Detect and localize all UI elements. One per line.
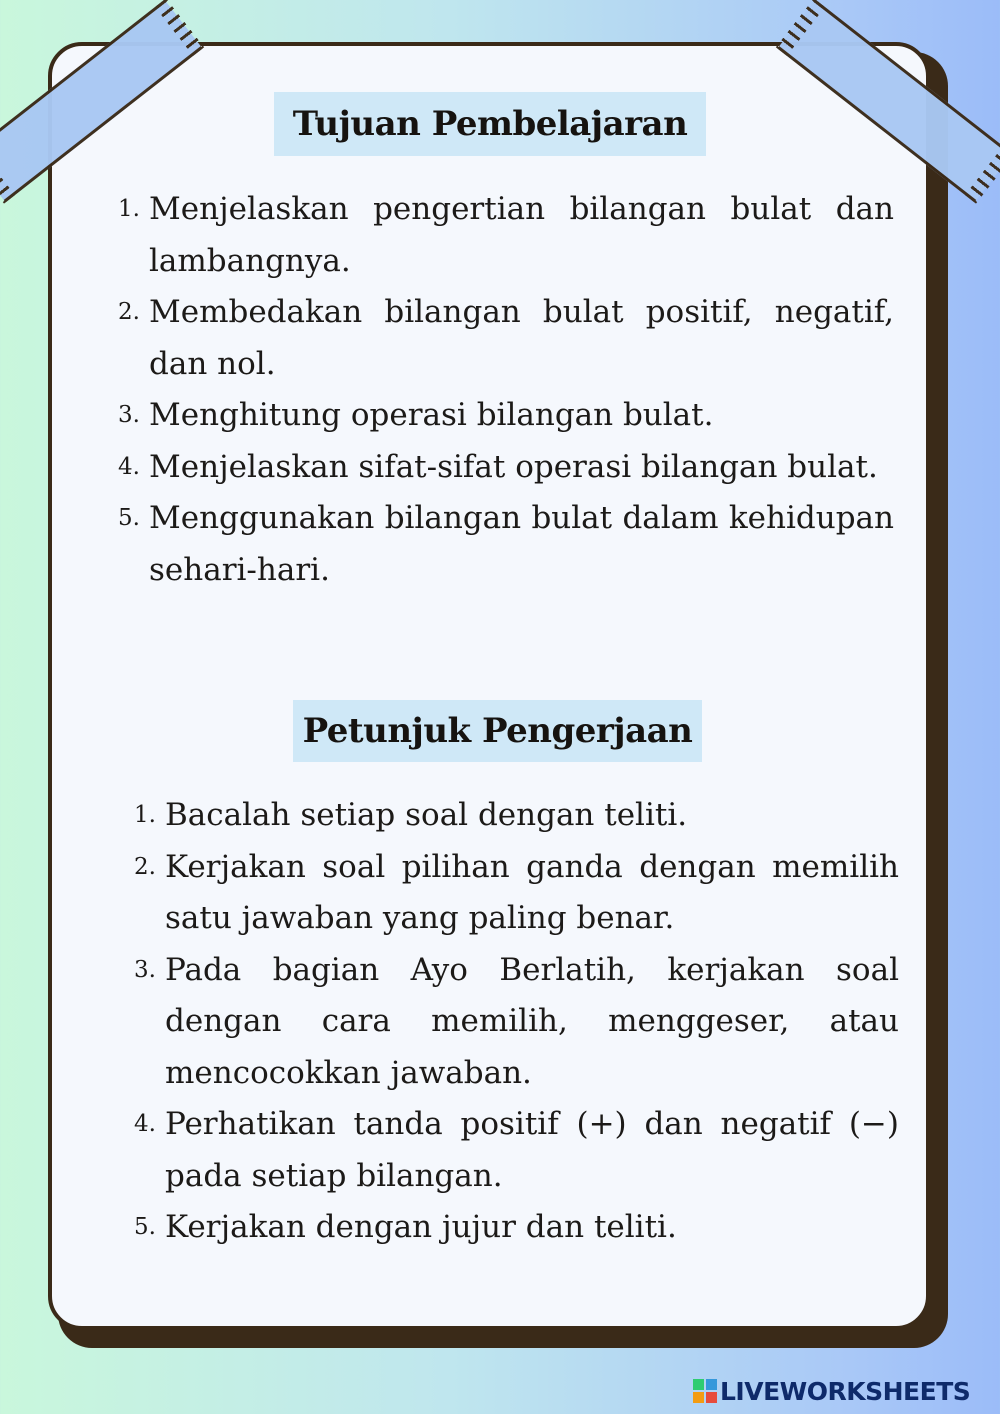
list-item	[134, 790, 899, 842]
list-item	[118, 390, 894, 442]
item-text: Kerjakan dengan jujur dan teliti.	[165, 1209, 677, 1245]
item-text: Menghitung operasi bilangan bulat.	[149, 397, 714, 433]
list-item	[134, 945, 899, 1100]
item-number: 2.	[118, 299, 140, 325]
list-item	[118, 184, 894, 287]
item-number: 3.	[134, 956, 156, 983]
list-item	[134, 1099, 899, 1202]
item-text: Bacalah setiap soal dengan teliti.	[165, 797, 688, 833]
item-text: Membedakan bilangan bulat positif, negatif, dan nol.	[149, 294, 894, 382]
list-item	[118, 493, 894, 596]
item-number: 4.	[134, 1111, 156, 1137]
logo-square-icon	[706, 1379, 717, 1390]
item-number: 3.	[118, 402, 140, 428]
liveworksheets-logo-icon	[693, 1379, 717, 1403]
item-number: 1.	[118, 196, 140, 222]
item-number: 5.	[134, 1214, 156, 1240]
list-item	[118, 287, 894, 390]
item-text: Menjelaskan pengertian bilangan bulat dan lambangnya.	[149, 191, 894, 279]
liveworksheets-brand[interactable]	[693, 1374, 970, 1408]
item-number: 2.	[134, 853, 156, 880]
list-item	[134, 1202, 899, 1254]
item-number: 1.	[134, 802, 156, 828]
item-text: Pada bagian Ayo Berlatih, kerjakan soal dengan cara memilih, menggeser, atau mencocokkan jawaban.	[165, 951, 899, 1091]
item-text: Menggunakan bilangan bulat dalam kehidupan sehari-hari.	[149, 500, 894, 588]
logo-square-icon	[706, 1392, 717, 1403]
item-number: 5.	[118, 505, 140, 531]
item-text: Perhatikan tanda positif (+) dan negatif (−) pada setiap bilangan.	[165, 1106, 899, 1194]
item-text: Menjelaskan sifat-sifat operasi bilangan bulat.	[149, 448, 878, 485]
learning-objectives-heading: Tujuan Pembelajaran	[274, 92, 706, 156]
logo-square-icon	[693, 1379, 704, 1390]
item-number: 4.	[118, 453, 140, 480]
work-instructions-heading: Petunjuk Pengerjaan	[293, 700, 702, 762]
work-instructions-list	[134, 790, 899, 1254]
brand-name: LIVEWORKSHEETS	[720, 1376, 971, 1406]
item-text: Kerjakan soal pilihan ganda dengan memilih satu jawaban yang paling benar.	[165, 848, 899, 936]
logo-square-icon	[693, 1392, 704, 1403]
list-item	[118, 442, 894, 494]
list-item	[134, 842, 899, 945]
learning-objectives-list	[118, 184, 894, 596]
